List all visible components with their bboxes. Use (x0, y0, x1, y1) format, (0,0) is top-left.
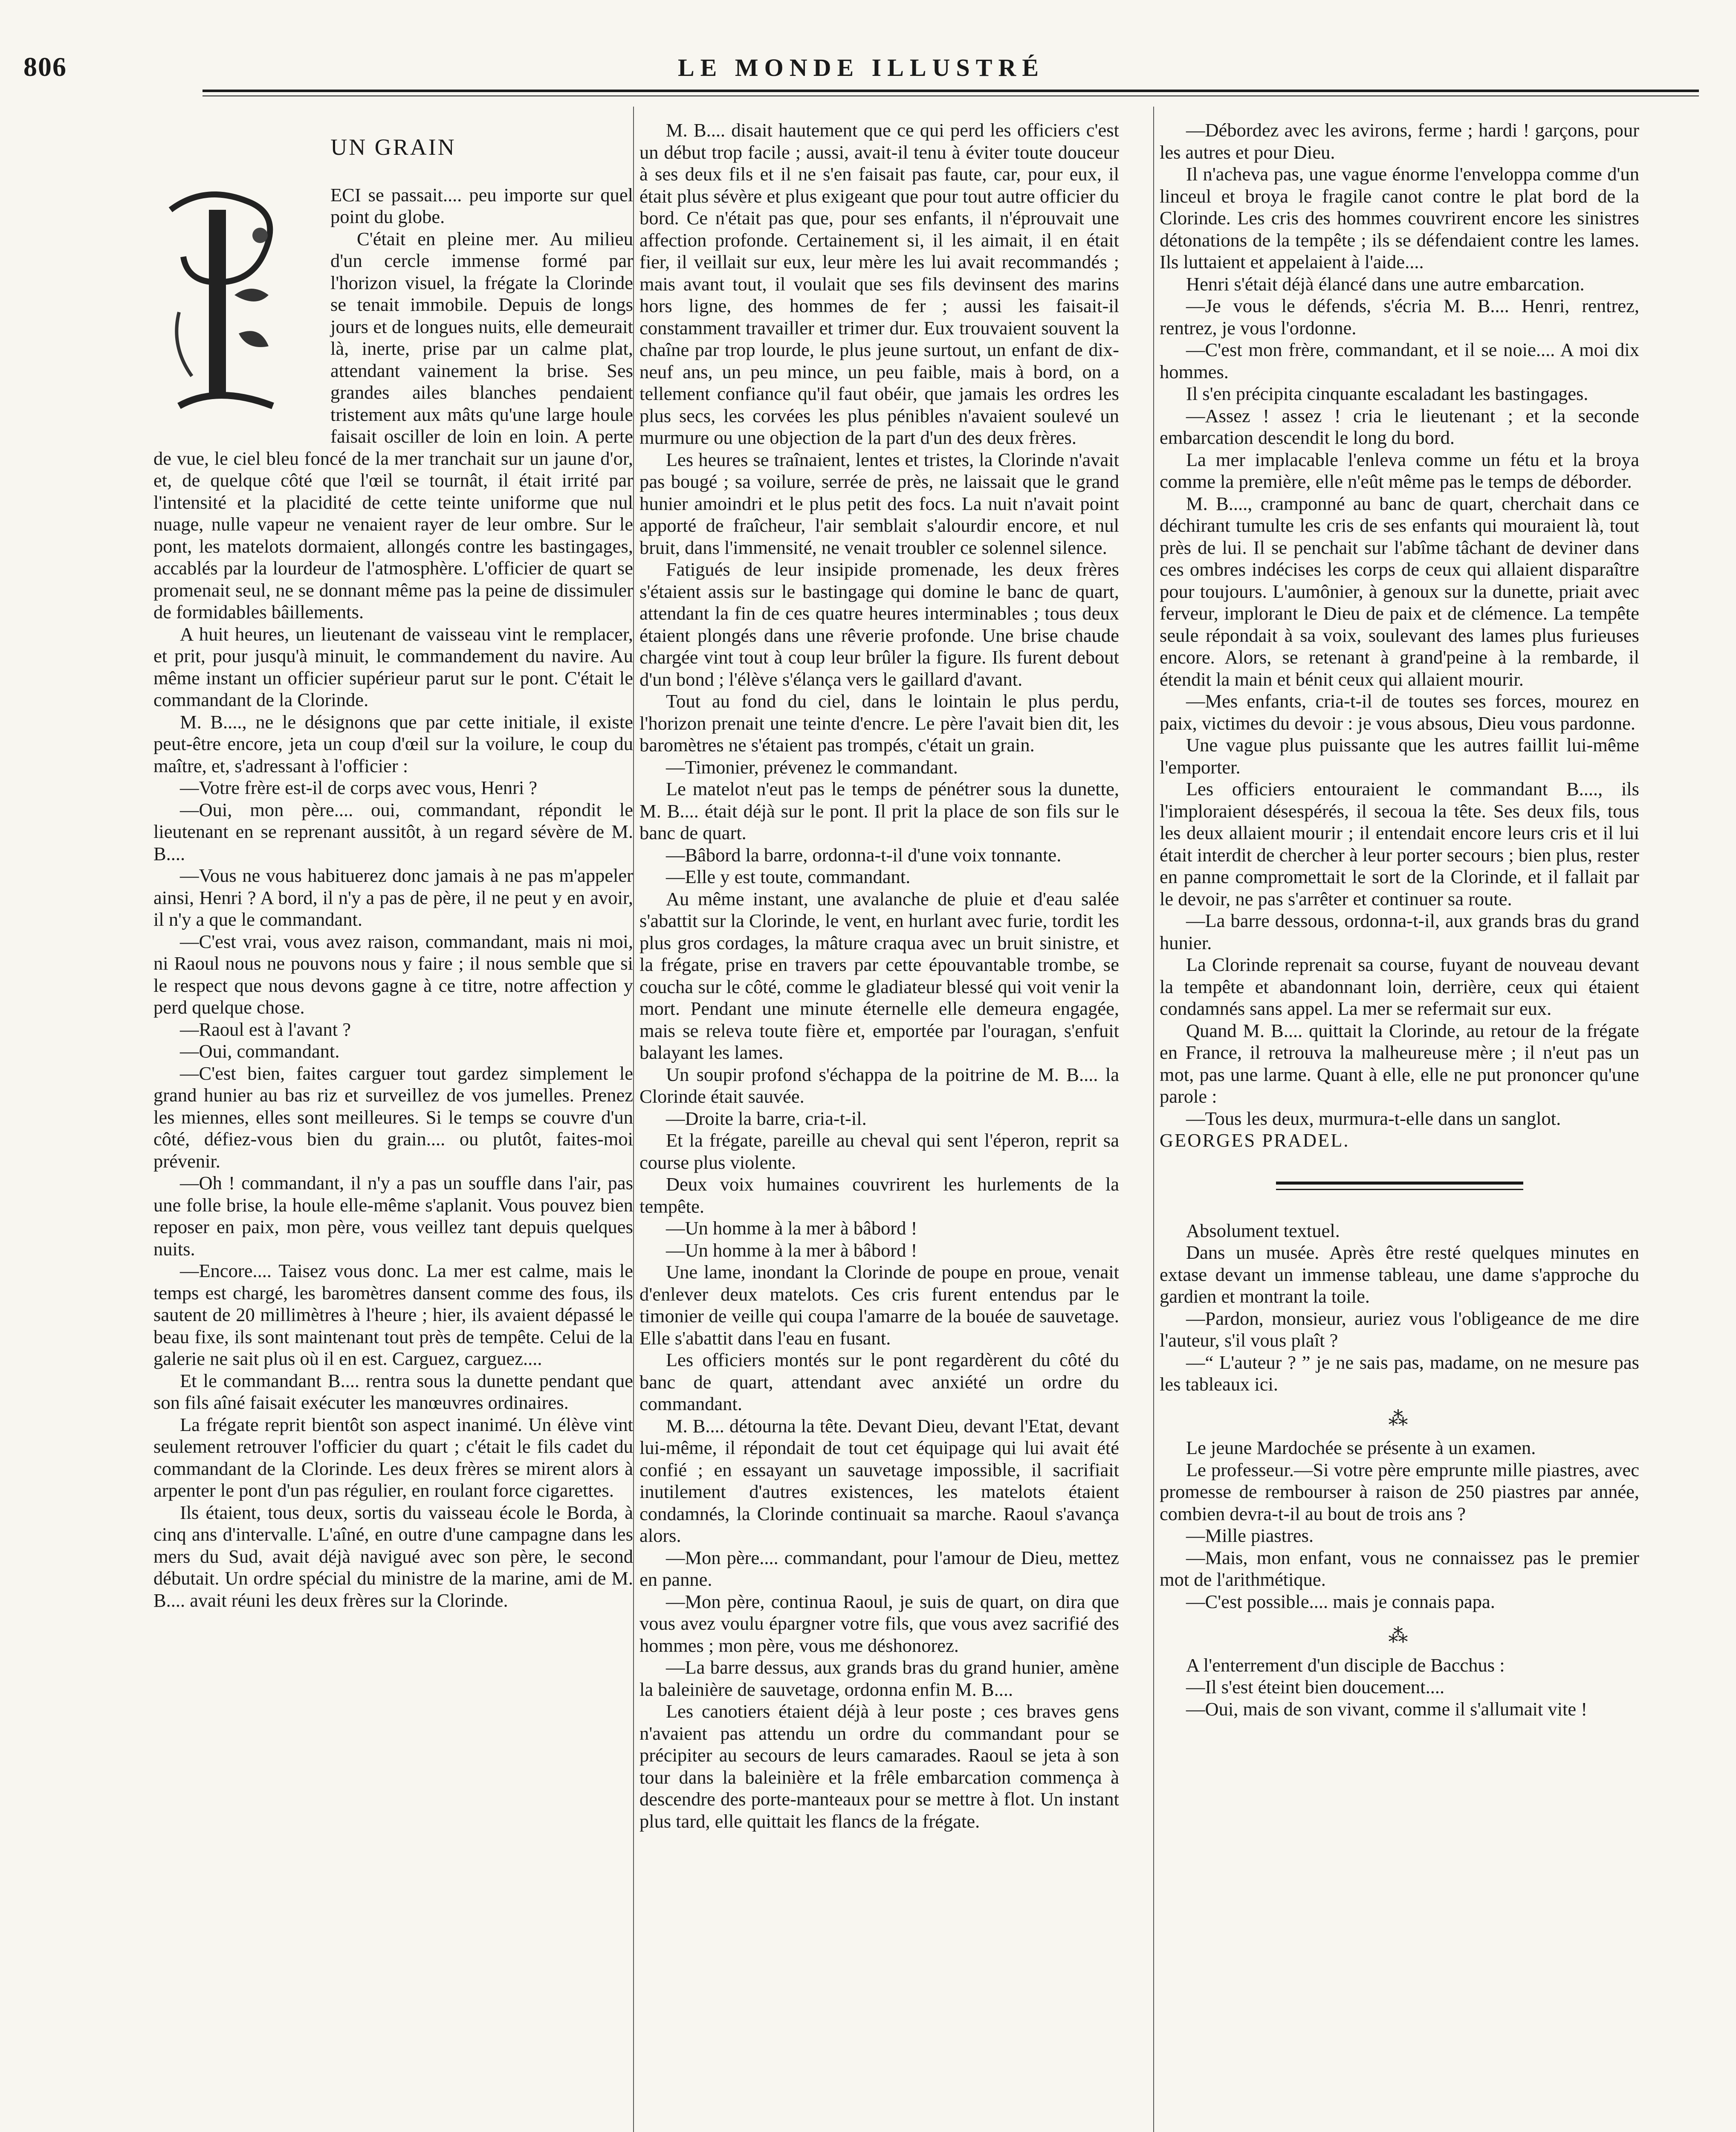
column-1 (153, 119, 633, 1611)
paragraph: —Je vous le défends, s'écria M. B.... Henri, rentrez, rentrez, je vous l'ordonne. (1160, 295, 1639, 339)
paragraph: Fatigués de leur insipide promenade, les deux frères s'étaient assis sur le bastingage qui domine le banc de quart, attendant la fin de ces quatre heures interminables ; tous deux étaient plongés dans une rêverie profonde. Une brise chaude chargée vint tout à coup leur brûler la figure. Ils furent debout d'un bond ; l'élève s'élança vers le gaillard d'avant. (639, 559, 1119, 690)
masthead: LE MONDE ILLUSTRÉ (677, 54, 1045, 81)
paragraph: Les officiers montés sur le pont regardèrent du côté du banc de quart, attendant avec anxiété un ordre du commandant. (639, 1349, 1119, 1414)
paragraph: Un soupir profond s'échappa de la poitrine de M. B.... la Clorinde était sauvée. (639, 1063, 1119, 1107)
story-title: UN GRAIN (330, 134, 456, 160)
paragraph: —Débordez avec les avirons, ferme ; hardi ! garçons, pour les autres et pour Dieu. (1160, 119, 1639, 163)
paragraph: —La barre dessus, aux grands bras du grand hunier, amène la baleinière de sauvetage, ordonna enfin M. B.... (639, 1657, 1119, 1700)
paragraph: C'était en pleine mer. Au milieu d'un cercle immense formé par l'horizon visuel, la frégate la Clorinde se tenait immobile. Depuis de longs jours et de longues nuits, elle demeurait là, inerte, prise par un calme plat, attendant vainement la brise. Ses grandes ailes blanches pendaient tristement aux mâts qu'une large houle faisait osciller de loin en loin. A perte de vue, le ciel bleu foncé de la mer tranchait sur un jaune d'or, et, de quelque côté que l'œil se tournât, il était irrité par l'intensité et la placidité de cette teinte uniforme que nul nuage, nulle vapeur ne venaient rayer de leur ombre. Sur le pont, les matelots dormaient, allongés contre les bastingages, accablés par la lourdeur de l'atmosphère. L'officier de quart se promenait seul, ne se donnant même pas la peine de dissimuler de formidables bâillements. (153, 228, 633, 623)
column-3 (1160, 119, 1639, 1720)
paragraph: Et la frégate, pareille au cheval qui sent l'éperon, reprit sa course plus violente. (639, 1130, 1119, 1173)
paragraph: —Droite la barre, cria-t-il. (666, 1107, 867, 1129)
paragraph: Une lame, inondant la Clorinde de poupe en proue, venait d'enlever deux matelots. Ces cris furent entendus par le timonier de veille qui coupa l'amarre de la bouée de sauvetage. Elle s'abattit dans l'eau en fusant. (639, 1261, 1119, 1349)
paragraph: Quand M. B.... quittait la Clorinde, au retour de la frégate en France, il retrouva la malheureuse mère ; il n'eut pas un mot, pas une larme. Quant à elle, elle ne put prononcer qu'une parole : (1160, 1020, 1639, 1107)
paragraph: —Oui, mon père.... oui, commandant, répondit le lieutenant en se reprenant aussitôt, à un regard sévère de M. B.... (153, 799, 633, 864)
paragraph: —La barre dessous, ordonna-t-il, aux grands bras du grand hunier. (1160, 910, 1639, 953)
paragraph: La mer implacable l'enleva comme un fétu et la broya comme la première, elle n'eût même pas le temps de déborder. (1160, 449, 1639, 492)
column-rule (633, 107, 634, 2132)
paragraph: La frégate reprit bientôt son aspect inanimé. Un élève vint seulement retrouver l'officier du quart ; c'était le fils cadet du commandant de la Clorinde. Les deux frères se mirent alors à arpenter le pont d'un pas régulier, en roulant force cigarettes. (153, 1414, 633, 1501)
paragraph: —Mes enfants, cria-t-il de toutes ses forces, mourez en paix, victimes du devoir : je vous absous, Dieu vous pardonne. (1160, 690, 1639, 734)
asterism-separator: ⁂ (1388, 1625, 1411, 1646)
page-number: 806 (23, 52, 67, 82)
paragraph: A huit heures, un lieutenant de vaisseau vint le remplacer, et prit, pour jusqu'à minuit, le commandement du navire. Au même instant un officier supérieur parut sur le pont. C'était le commandant de la Clorinde. (153, 623, 633, 710)
paragraph: Tout au fond du ciel, dans le lointain le plus perdu, l'horizon prenait une teinte d'encre. Le père l'avait bien dit, les baromètres ne s'étaient pas trompés, c'était un grain. (639, 690, 1119, 756)
page-header (23, 51, 1699, 98)
paragraph: M. B.... disait hautement que ce qui perd les officiers c'est un début trop facile ; aussi, avait-il tenu à éviter toute douceur à ses deux fils et il ne s'en faisait pas faute, car, pour eux, il était plus sévère et plus exigeant que pour tout autre officier du bord. Ce n'était pas que, pour ses enfants, il n'éprouvait une affection profonde. Certainement si, il les aimait, il en était fier, il veillait sur eux, leur mère les lui avait recommandés ; mais avant tout, il voulait que ses fils devinsent des marins hors ligne, des hommes de fer ; aussi les faisait-il constamment travailler et trimer dur. Eux trouvaient souvent la chaîne par trop lourde, le plus jeune surtout, un enfant de dix-neuf ans, un peu mince, un peu faible, mais à bord, on a tellement confiance qu'il faut obéir, que jamais les ordres les plus secs, les corvées les plus pénibles n'avaient soulevé un murmure ou une objection de la part d'un des deux frères. (639, 119, 1119, 448)
paragraph: M. B...., ne le désignons que par cette initiale, il existe peut-être encore, jeta un coup d'œil sur la voilure, le coup du maître, et, s'adressant à l'officier : (153, 711, 633, 776)
paragraph: —Assez ! assez ! cria le lieutenant ; et la seconde embarcation descendit le long du bord. (1160, 405, 1639, 448)
paragraph: Les officiers entouraient le commandant B...., ils l'imploraient désespérés, il secoua la tête. Ses deux fils, tous les deux allaient mourir ; il entendait encore leurs cris et il lui était interdit de chercher à leur porter secours ; bien plus, rester en panne compromettait le sort de la Clorinde, et il fallait par le devoir, ne pas s'arrêter et continuer sa route. (1160, 778, 1639, 910)
paragraph: —Encore.... Taisez vous donc. La mer est calme, mais le temps est chargé, les baromètres dansent comme des fous, ils sautent de 20 millimètres à l'heure ; hier, ils avaient dépassé le beau fixe, ils sont maintenant tout près de tempête. Celui de la galerie ne sait plus où il en est. Carguez, carguez.... (153, 1260, 633, 1369)
anecdote-line: —Mais, mon enfant, vous ne connaissez pas le premier mot de l'arithmétique. (1160, 1547, 1639, 1590)
paragraph: Le matelot n'eut pas le temps de pénétrer sous la dunette, M. B.... était déjà sur le pont. Il prit la place de son fils sur le banc de quart. (639, 778, 1119, 843)
paragraph: Au même instant, une avalanche de pluie et d'eau salée s'abattit sur la Clorinde, le vent, en hurlant avec furie, tordit les plus gros cordages, la mâture craqua avec un bruit sinistre, et la frégate, prise en travers par cette épouvantable trombe, se coucha sur le côté, comme le gladiateur blessé qui voit venir la mort. Pendant une minute éternelle elle demeura engagée, mais se releva toute fière et, emportée par l'ouragan, s'enfuit balayant les lames. (639, 888, 1119, 1063)
ornamental-dropcap-illustration (153, 184, 320, 423)
paragraph: Une vague plus puissante que les autres faillit lui-même l'emporter. (1160, 734, 1639, 778)
paragraph: Les canotiers étaient déjà à leur poste ; ces braves gens n'avaient pas attendu un ordre du commandant pour se précipiter au secours de leurs camarades. Raoul se jeta à son tour dans la baleinière et la frêle embarcation commença à descendre des porte-manteaux pour se mettre à flot. Un instant plus tard, elle quittait les flancs de la frégate. (639, 1700, 1119, 1832)
anecdote-line: —Oui, mais de son vivant, comme il s'allumait vite ! (1186, 1698, 1588, 1720)
author-signature: GEORGES PRADEL. (1160, 1130, 1350, 1151)
anecdote-line: —Mille piastres. (1186, 1525, 1314, 1546)
anecdote-line: —“ L'auteur ? ” je ne sais pas, madame, on ne mesure pas les tableaux ici. (1160, 1351, 1639, 1395)
paragraph: M. B...., cramponné au banc de quart, cherchait dans ce déchirant tumulte les cris de ses enfants qui mouraient là, tout près de lui. Il se penchait sur l'abîme tâchant de deviner dans ces ombres indécises les corps de ceux qui allaient disparaître pour toujours. L'aumônier, à genoux sur la dunette, priait avec ferveur, implorant le Dieu de paix et de clémence. La tempête seule répondait à sa voix, soulevant des lames plus furieuses encore. Alors, se retenant à grand'peine à la rembarde, il étendit la main et bénit ceux qui allaient mourir. (1160, 492, 1639, 690)
anecdote-line: Le professeur.—Si votre père emprunte mille piastres, avec promesse de rembourser à raison de 250 piastres par année, combien devra-t-il au bout de trois ans ? (1160, 1459, 1639, 1524)
paragraph: Et le commandant B.... rentra sous la dunette pendant que son fils aîné faisait exécuter les manœuvres ordinaires. (153, 1370, 633, 1413)
paragraph: La Clorinde reprenait sa course, fuyant de nouveau devant la tempête et abandonnant loin, derrière, ceux qui étaient condamnés sans appel. La mer se refermait sur eux. (1160, 954, 1639, 1019)
paragraph: ECI se passait.... peu importe sur quel point du globe. (330, 184, 633, 227)
paragraph: —Oh ! commandant, il n'y a pas un souffle dans l'air, pas une folle brise, la houle elle-même s'aplanit. Vous pouvez bien reposer en paix, mon père, vous veillez tant depuis quelques nuits. (153, 1172, 633, 1260)
paragraph: —Timonier, prévenez le commandant. (666, 756, 958, 778)
paragraph: —Tous les deux, murmura-t-elle dans un sanglot. (1186, 1107, 1561, 1129)
column-rule (1153, 107, 1154, 2132)
paragraph: —Votre frère est-il de corps avec vous, Henri ? (180, 777, 538, 798)
paragraph: —Mon père.... commandant, pour l'amour de Dieu, mettez en panne. (639, 1547, 1119, 1590)
anecdote-line: Absolument textuel. (1186, 1220, 1340, 1241)
anecdote-line: —Pardon, monsieur, auriez vous l'obligeance de me dire l'auteur, s'il vous plaît ? (1160, 1307, 1639, 1351)
anecdote-line: Le jeune Mardochée se présente à un examen. (1186, 1437, 1536, 1458)
column-2 (639, 119, 1119, 1832)
anecdote-line: Dans un musée. Après être resté quelques minutes en extase devant un immense tableau, une dame s'approche du gardien et montrant la toile. (1160, 1242, 1639, 1307)
paragraph: Il s'en précipita cinquante escaladant les bastingages. (1186, 383, 1588, 404)
paragraph: —Elle y est toute, commandant. (666, 866, 911, 887)
section-divider (1276, 1182, 1523, 1190)
paragraph: Les heures se traînaient, lentes et tristes, la Clorinde n'avait pas bougé ; sa voilure, serrée de près, ne laissait que le grand hunier amoindri et le plus petit des focs. La nuit n'avait point apporté de fraîcheur, l'air semblait s'alourdir encore, et nul bruit, dans l'immensité, ne venait troubler ce solennel silence. (639, 449, 1119, 558)
paragraph: —C'est mon frère, commandant, et il se noie.... A moi dix hommes. (1160, 339, 1639, 382)
paragraph: Ils étaient, tous deux, sortis du vaisseau école le Borda, à cinq ans d'intervalle. L'aîné, en outre d'une campagne dans les mers du Sud, avait déjà navigué avec son père, le second débutait. Un ordre spécial du ministre de la marine, ami de M. B.... avait réuni les deux frères sur la Clorinde. (153, 1501, 633, 1611)
paragraph: —Vous ne vous habituerez donc jamais à ne pas m'appeler ainsi, Henri ? A bord, il n'y a pas de père, il ne peut y en avoir, il n'y a que le commandant. (153, 865, 633, 930)
paragraph: —Oui, commandant. (180, 1040, 340, 1062)
anecdote-line: A l'enterrement d'un disciple de Bacchus : (1186, 1654, 1505, 1676)
paragraph: —Un homme à la mer à bâbord ! (666, 1217, 917, 1239)
paragraph: —Mon père, continua Raoul, je suis de quart, on dira que vous avez voulu épargner votre fils, que vous avez sacrifié des hommes ; mon père, vous me déshonorez. (639, 1590, 1119, 1656)
anecdote-line: —Il s'est éteint bien doucement.... (1186, 1676, 1445, 1697)
paragraph: —Bâbord la barre, ordonna-t-il d'une voix tonnante. (666, 844, 1062, 866)
asterism-separator: ⁂ (1388, 1407, 1411, 1429)
header-rule-thick (203, 90, 1699, 92)
paragraph: —Raoul est à l'avant ? (180, 1018, 351, 1040)
paragraph: —C'est vrai, vous avez raison, commandant, mais ni moi, ni Raoul nous ne pouvons nous y faire ; il nous semble que si le respect que nous devons gagne à ce titre, notre affection y perd quelque chose. (153, 930, 633, 1018)
paragraph: Il n'acheva pas, une vague énorme l'enveloppa comme d'un linceul et broya le fragile canot contre le plat bord de la Clorinde. Les cris des hommes couvrirent encore les sinistres détonations de la tempête ; ils se défendaient contre les lames. Ils luttaient et appelaient à l'aide.... (1160, 163, 1639, 272)
paragraph: M. B.... détourna la tête. Devant Dieu, devant l'Etat, devant lui-même, il répondait de tout cet équipage qui lui avait été confié ; en essayant un sauvetage impossible, il sacrifiait inutilement d'autres existences, les matelots étaient condamnés, la Clorinde continuait sa marche. Raoul s'avança alors. (639, 1415, 1119, 1546)
anecdote-line: —C'est possible.... mais je connais papa. (1186, 1590, 1495, 1612)
paragraph: Henri s'était déjà élancé dans une autre embarcation. (1186, 273, 1585, 295)
paragraph: —Un homme à la mer à bâbord ! (666, 1239, 917, 1261)
paragraph: Deux voix humaines couvrirent les hurlements de la tempête. (639, 1173, 1119, 1217)
paragraph: —C'est bien, faites carguer tout gardez simplement le grand hunier au bas riz et surveillez de vos jumelles. Prenez les miennes, elles sont meilleures. Si le temps se couvre d'un côté, défiez-vous bien du grain.... ou plutôt, faites-moi prévenir. (153, 1062, 633, 1172)
